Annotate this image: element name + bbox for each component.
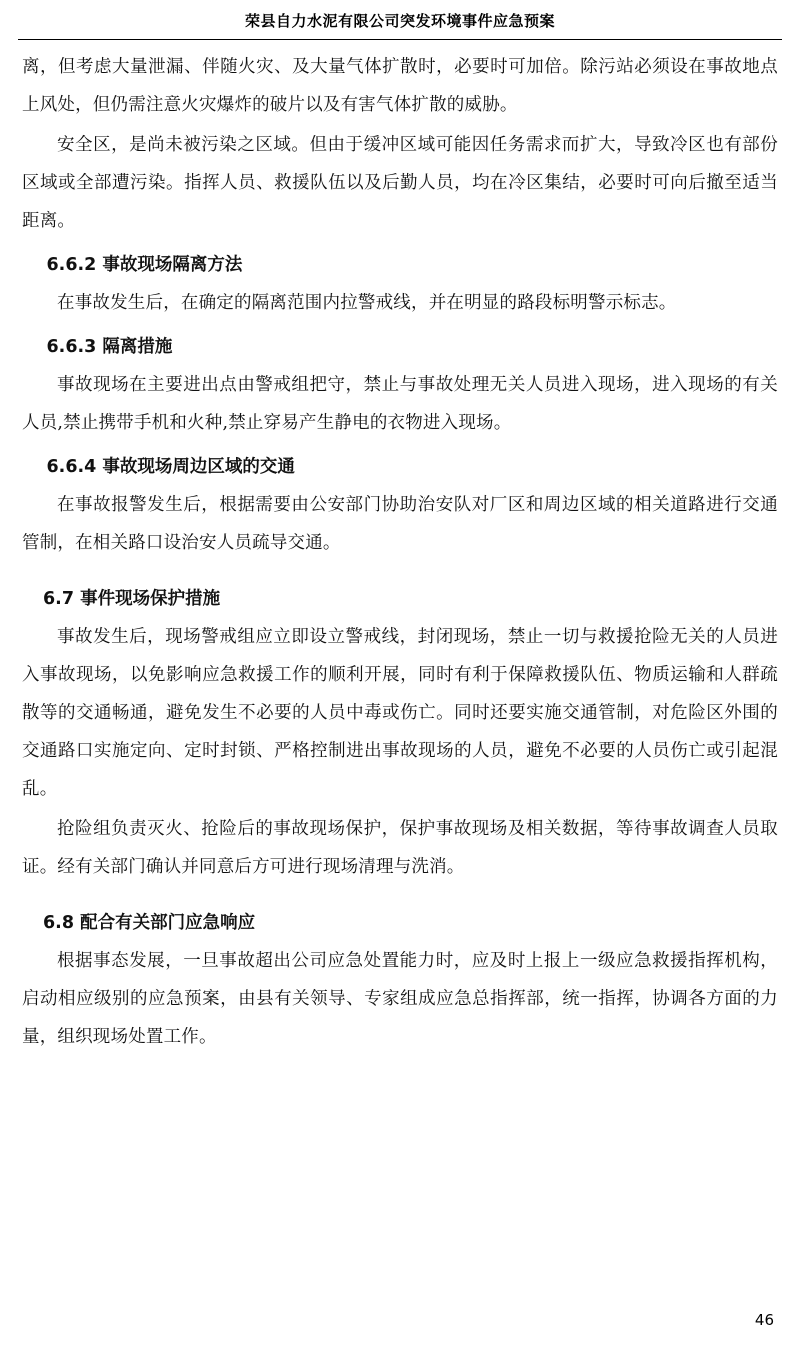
- paragraph-scene-protection: 事故发生后，现场警戒组应立即设立警戒线，封闭现场，禁止一切与救援抢险无关的人员进入事故现场，以免影响应急救援工作的顺利开展，同时有利于保障救援队伍、物质运输和人群疏散等的交通畅通，避免发生不必要的人员中毒或伤亡。同时还要实施交通管制，对危险区外围的交通路口实施定向、定时封锁、严格控制进出事故现场的人员，避免不必要的人员伤亡或引起混乱。: [22, 627, 778, 799]
- header-title: 荣县自力水泥有限公司突发环境事件应急预案: [244, 11, 555, 30]
- page-content: [22, 48, 778, 1291]
- paragraph-rescue-team-duty: 抢险组负责灭火、抢险后的事故现场保护，保护事故现场及相关数据，等待事故调查人员取证。经有关部门确认并同意后方可进行现场清理与洗消。: [22, 819, 778, 877]
- paragraph-traffic-control: 在事故报警发生后，根据需要由公安部门协助治安队对厂区和周边区域的相关道路进行交通管制，在相关路口设治安人员疏导交通。: [22, 495, 778, 553]
- paragraph-isolation-measures: 事故现场在主要进出点由警戒组把守，禁止与事故处理无关人员进入现场，进入现场的有关人员,禁止携带手机和火种,禁止穿易产生静电的衣物进入现场。: [22, 375, 778, 433]
- page-header: [0, 0, 800, 40]
- page-number: 46: [754, 1311, 774, 1329]
- paragraph-isolation-method: 在事故发生后，在确定的隔离范围内拉警戒线，并在明显的路段标明警示标志。: [57, 293, 677, 313]
- section-spacer-2: [22, 888, 778, 898]
- paragraph-emergency-response: 根据事态发展，一旦事故超出公司应急处置能力时，应及时上报上一级应急救援指挥机构，启动相应级别的应急预案，由县有关领导、专家组成应急总指挥部，统一指挥，协调各方面的力量，组织现场处置工作。: [22, 951, 778, 1047]
- section-spacer: [22, 564, 778, 574]
- heading-6-6-4: 6.6.4 事故现场周边区域的交通: [46, 457, 295, 477]
- heading-6-6-2: 6.6.2 事故现场隔离方法: [46, 255, 243, 275]
- header-divider: [18, 39, 782, 40]
- heading-6-7: 6.7 事件现场保护措施: [43, 589, 221, 609]
- heading-6-6-3: 6.6.3 隔离措施: [46, 337, 173, 357]
- heading-6-8: 6.8 配合有关部门应急响应: [43, 913, 256, 933]
- paragraph-continuation: 离，但考虑大量泄漏、伴随火灾、及大量气体扩散时，必要时可加倍。除污站必须设在事故地点上风处，但仍需注意火灾爆炸的破片以及有害气体扩散的威胁。: [22, 57, 778, 115]
- paragraph-safe-zone: 安全区，是尚未被污染之区域。但由于缓冲区域可能因任务需求而扩大，导致冷区也有部份区域或全部遭污染。指挥人员、救援队伍以及后勤人员，均在冷区集结，必要时可向后撤至适当距离。: [22, 135, 778, 231]
